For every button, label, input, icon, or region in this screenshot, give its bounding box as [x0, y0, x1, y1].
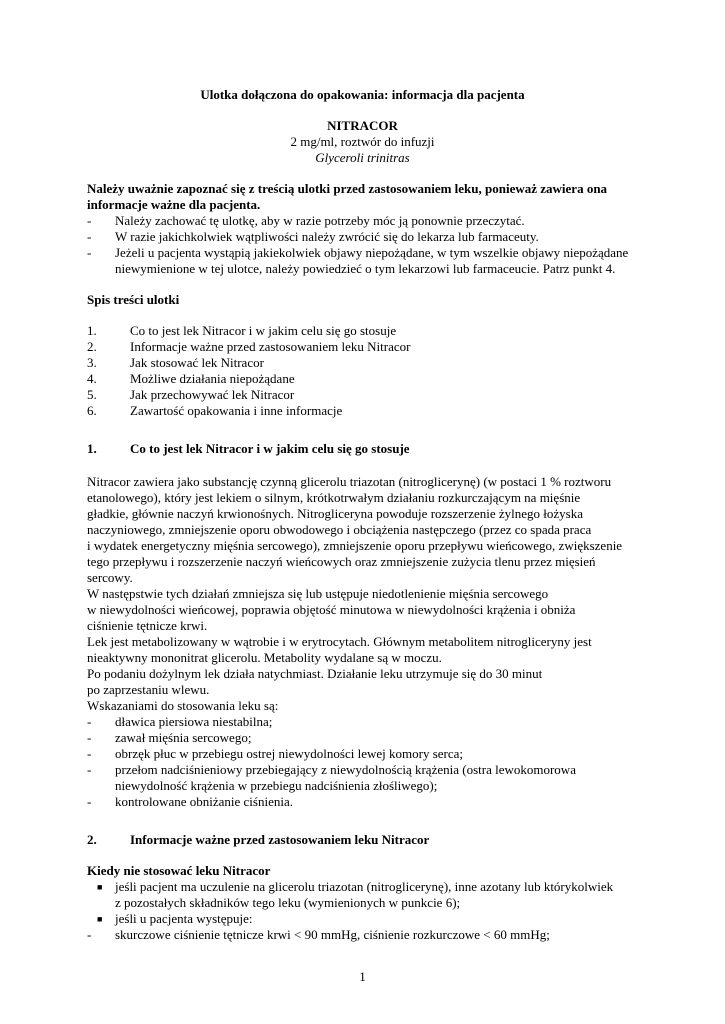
- body-line: sercowy.: [87, 570, 133, 585]
- toc-number: 1.: [87, 323, 97, 338]
- indication-item: obrzęk płuc w przebiegu ostrej niewydolności lewej komory serca;: [115, 746, 463, 761]
- toc-number: 2.: [87, 339, 97, 354]
- toc-item: Możliwe działania niepożądane: [130, 371, 295, 386]
- body-line: nieaktywny mononitrat glicerolu. Metabolity wydalane są w moczu.: [87, 650, 442, 665]
- toc-number: 6.: [87, 403, 97, 418]
- body-line: Wskazaniami do stosowania leku są:: [87, 698, 279, 713]
- indication-item-continued: niewydolność krążenia w przebiegu nadciśnienia złośliwego);: [115, 778, 438, 793]
- contraindication-dash: -: [87, 927, 92, 942]
- body-line: etanolowego), który jest lekiem o silnym, krótkotrwałym działaniu rozkurczającym na mięśnie: [87, 490, 581, 505]
- contraindication-item: jeśli pacjent ma uczulenie na glicerolu triazotan (nitroglicerynę), inne azotany lub którykolwiek: [115, 879, 614, 894]
- body-line: Lek jest metabolizowany w wątrobie i w erytrocytach. Głównym metabolitem nitrogliceryny jest: [87, 634, 592, 649]
- toc-item: Informacje ważne przed zastosowaniem leku Nitracor: [130, 339, 411, 354]
- intro-bullet: W razie jakichkolwiek wątpliwości należy zwrócić się do lekarza lub farmaceuty.: [115, 229, 539, 244]
- section-heading: Informacje ważne przed zastosowaniem leku Nitracor: [130, 832, 430, 847]
- product-form: 2 mg/ml, roztwór do infuzji: [290, 134, 435, 149]
- intro-dash: -: [87, 229, 92, 244]
- body-line: po zaprzestaniu wlewu.: [87, 682, 210, 697]
- indication-item: kontrolowane obniżanie ciśnienia.: [115, 794, 293, 809]
- indication-item: dławica piersiowa niestabilna;: [115, 714, 273, 729]
- product-name: NITRACOR: [327, 118, 398, 133]
- section-heading: Co to jest lek Nitracor i w jakim celu się go stosuje: [130, 441, 410, 456]
- section-number: 2.: [87, 832, 97, 847]
- intro-dash: -: [87, 245, 92, 260]
- intro-bullet: Należy zachować tę ulotkę, aby w razie potrzeby móc ją ponownie przeczytać.: [115, 213, 525, 228]
- toc-heading: Spis treści ulotki: [87, 292, 180, 307]
- indication-dash: -: [87, 794, 92, 809]
- contraindication-subitem: skurczowe ciśnienie tętnicze krwi < 90 mmHg, ciśnienie rozkurczowe < 60 mmHg;: [115, 927, 550, 942]
- body-line: i wydatek energetyczny mięśnia sercowego), zmniejszenie oporu przepływu wieńcowego, zwiększenie: [87, 538, 623, 553]
- body-line: ciśnienie tętnicze krwi.: [87, 618, 208, 633]
- intro-dash: -: [87, 213, 92, 228]
- body-line: W następstwie tych działań zmniejsza się lub ustępuje niedotlenienie mięśnia sercowego: [87, 586, 549, 601]
- intro-bullet: Jeżeli u pacjenta wystąpią jakiekolwiek objawy niepożądane, w tym wszelkie objawy niepożądane: [115, 245, 629, 260]
- toc-item: Jak przechowywać lek Nitracor: [130, 387, 295, 402]
- body-line: Nitracor zawiera jako substancję czynną glicerolu triazotan (nitroglicerynę) (w postaci 1 % roztworu: [87, 474, 612, 489]
- toc-number: 3.: [87, 355, 97, 370]
- intro-warning-line-1: Należy uważnie zapoznać się z treścią ulotki przed zastosowaniem leku, ponieważ zawiera ona: [87, 181, 608, 196]
- leaflet-title: Ulotka dołączona do opakowania: informacja dla pacjenta: [200, 87, 525, 102]
- page-number: 1: [359, 969, 366, 984]
- toc-number: 5.: [87, 387, 97, 402]
- body-line: Po podaniu dożylnym lek działa natychmiast. Działanie leku utrzymuje się do 30 minut: [87, 666, 543, 681]
- toc-item: Zawartość opakowania i inne informacje: [130, 403, 343, 418]
- indication-dash: -: [87, 746, 92, 761]
- indication-item: przełom nadciśnieniowy przebiegający z niewydolnością krążenia (ostra lewokomorowa: [115, 762, 576, 777]
- square-bullet-icon: ■: [97, 914, 103, 924]
- contraindication-item-continued: z pozostałych składników tego leku (wymienionych w punkcie 6);: [115, 895, 461, 910]
- toc-item: Co to jest lek Nitracor i w jakim celu się go stosuje: [130, 323, 397, 338]
- intro-bullet-continued: niewymienione w tej ulotce, należy powiedzieć o tym lekarzowi lub farmaceucie. Patrz punkt 4.: [115, 261, 616, 276]
- intro-warning-line-2: informacje ważne dla pacjenta.: [87, 197, 261, 212]
- contraindication-item: jeśli u pacjenta występuje:: [115, 911, 253, 926]
- indication-dash: -: [87, 730, 92, 745]
- indication-dash: -: [87, 714, 92, 729]
- square-bullet-icon: ■: [97, 882, 103, 892]
- toc-number: 4.: [87, 371, 97, 386]
- body-line: gładkie, głównie naczyń krwionośnych. Nitrogliceryna powoduje rozszerzenie żylnego łożyska: [87, 506, 583, 521]
- body-line: w niewydolności wieńcowej, poprawia objętość minutowa w niewydolności krążenia i obniża: [87, 602, 576, 617]
- indication-dash: -: [87, 762, 92, 777]
- indication-item: zawał mięśnia sercowego;: [115, 730, 252, 745]
- section-number: 1.: [87, 441, 97, 456]
- contraindications-heading: Kiedy nie stosować leku Nitracor: [87, 863, 271, 878]
- body-line: tego przepływu i rozszerzenie naczyń wieńcowych oraz zmniejszenie zużycia tlenu przez mięsień: [87, 554, 596, 569]
- active-substance: Glyceroli trinitras: [315, 150, 410, 165]
- body-line: naczyniowego, zmniejszenie oporu obwodowego i obciążenia następczego (przez co spada praca: [87, 522, 592, 537]
- toc-item: Jak stosować lek Nitracor: [130, 355, 264, 370]
